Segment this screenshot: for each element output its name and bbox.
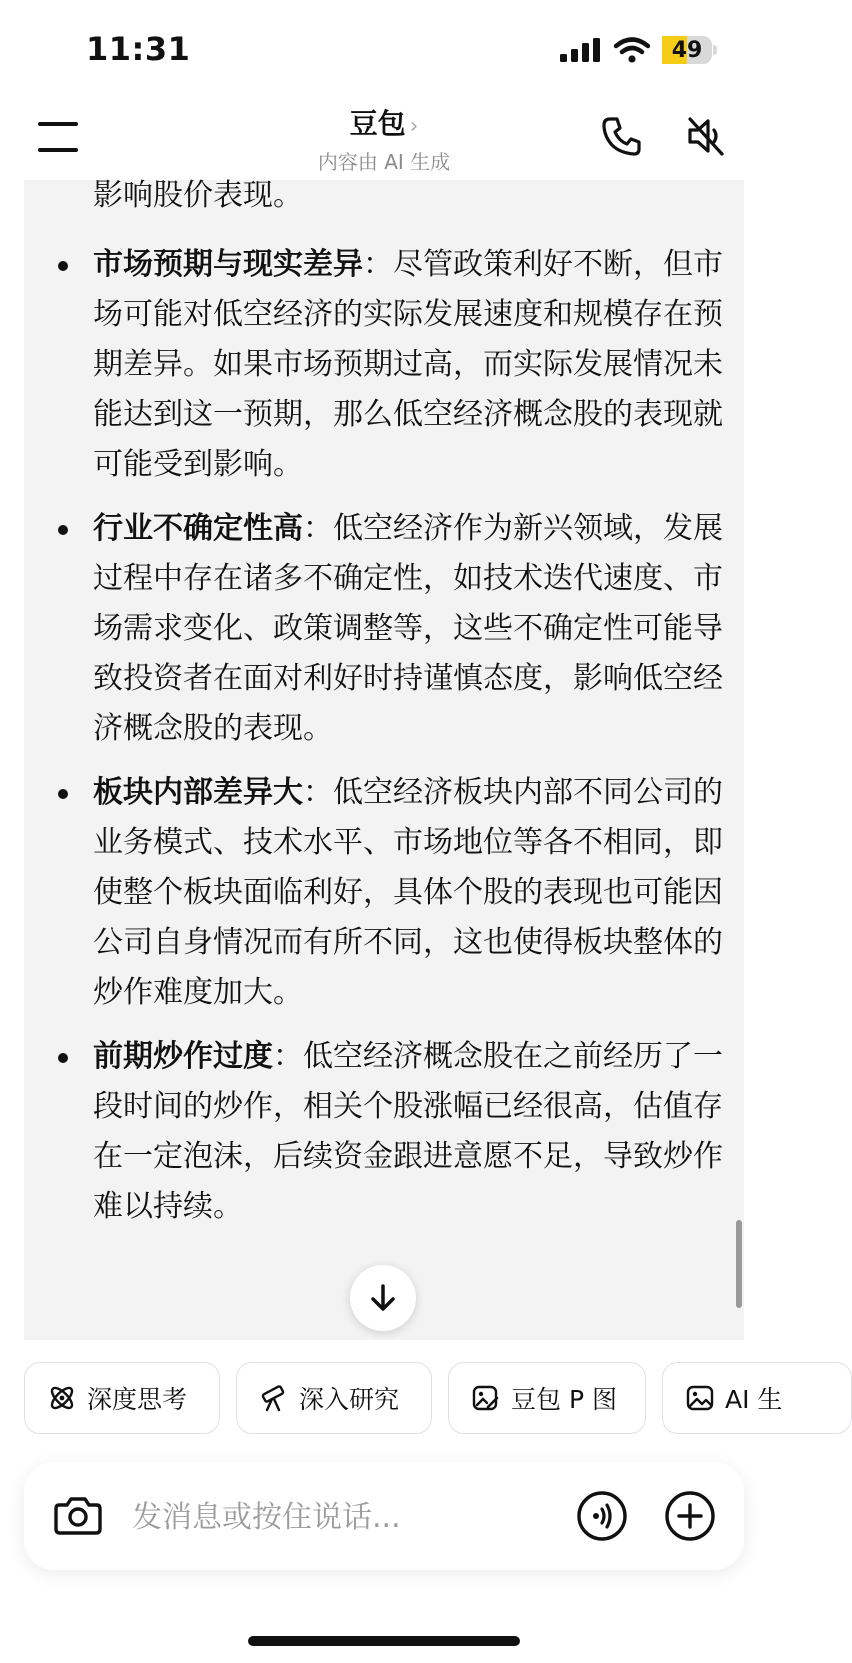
scrollbar[interactable]: [736, 1220, 742, 1308]
chevron-right-icon: ›: [409, 114, 419, 139]
point-text: ：低空经济板块内部不同公司的业务模式、技术水平、市场地位等各不相同，即使整个板块面临利好，具体个股的表现也可能因公司自身情况而有所不同，这也使得板块整体的炒作难度加大。: [93, 775, 723, 1010]
feature-chips: [24, 1362, 783, 1436]
image-edit-icon: [471, 1383, 501, 1413]
bullet-icon: [58, 789, 68, 799]
message-text-fragment: 影响股价表现。: [93, 178, 303, 213]
message-input-bar: [24, 1462, 744, 1570]
speaker-mute-icon[interactable]: [684, 114, 728, 158]
image-icon: [685, 1383, 715, 1413]
point-text: ：低空经济作为新兴领域，发展过程中存在诸多不确定性，如技术迭代速度、市场需求变化、政策调整等，这些不确定性可能导致投资者在面对利好时持谨慎态度，影响低空经济概念股的表现。: [93, 511, 723, 746]
cellular-signal-icon: [560, 38, 602, 62]
battery-icon: [662, 36, 712, 64]
chip-label: 豆包 P 图: [511, 1385, 617, 1414]
bullet-list: [24, 240, 744, 1246]
wifi-icon: [614, 36, 650, 64]
atom-icon: [47, 1383, 77, 1413]
status-bar: [0, 0, 768, 100]
voice-call-icon[interactable]: [576, 1490, 628, 1542]
bullet-icon: [58, 525, 68, 535]
chat-title: 豆包: [349, 107, 406, 140]
ai-message-bubble: [24, 180, 744, 1340]
chip-label: AI 生: [725, 1385, 783, 1414]
image-edit-chip[interactable]: [448, 1362, 646, 1434]
deep-research-chip[interactable]: [236, 1362, 432, 1434]
chip-label: 深入研究: [299, 1385, 400, 1414]
telescope-icon: [259, 1383, 289, 1413]
list-item: [24, 768, 744, 1018]
bullet-icon: [58, 261, 68, 271]
status-time: 11:31: [86, 30, 191, 68]
list-item: [24, 504, 744, 754]
ai-image-chip[interactable]: [662, 1362, 852, 1434]
point-title: 板块内部差异大: [93, 775, 303, 810]
home-indicator[interactable]: [248, 1636, 520, 1646]
list-item: [24, 240, 744, 490]
scroll-to-bottom-button[interactable]: [350, 1265, 416, 1331]
plus-icon[interactable]: [664, 1490, 716, 1542]
deep-think-chip[interactable]: [24, 1362, 220, 1434]
point-title: 前期炒作过度: [93, 1039, 273, 1074]
message-input[interactable]: [130, 1492, 514, 1542]
chat-header: [0, 100, 768, 180]
arrow-down-icon: [368, 1283, 398, 1313]
battery-tip: [713, 45, 717, 55]
point-title: 行业不确定性高: [93, 511, 303, 546]
point-text: ：尽管政策利好不断，但市场可能对低空经济的实际发展速度和规模存在预期差异。如果市场预期过高，而实际发展情况未能达到这一预期，那么低空经济概念股的表现就可能受到影响。: [93, 247, 723, 482]
list-item: [24, 1032, 744, 1232]
phone-call-icon[interactable]: [600, 114, 644, 158]
point-title: 市场预期与现实差异: [93, 247, 363, 282]
battery-percent: 49: [671, 38, 703, 63]
chip-label: 深度思考: [87, 1385, 188, 1414]
chat-title-block[interactable]: [0, 102, 768, 175]
ai-generated-notice: 内容由 AI 生成: [317, 150, 451, 174]
bullet-icon: [58, 1053, 68, 1063]
point-text: ：低空经济概念股在之前经历了一段时间的炒作，相关个股涨幅已经很高，估值存在一定泡沫，后续资金跟进意愿不足，导致炒作难以持续。: [93, 1039, 723, 1224]
camera-icon[interactable]: [54, 1494, 102, 1536]
